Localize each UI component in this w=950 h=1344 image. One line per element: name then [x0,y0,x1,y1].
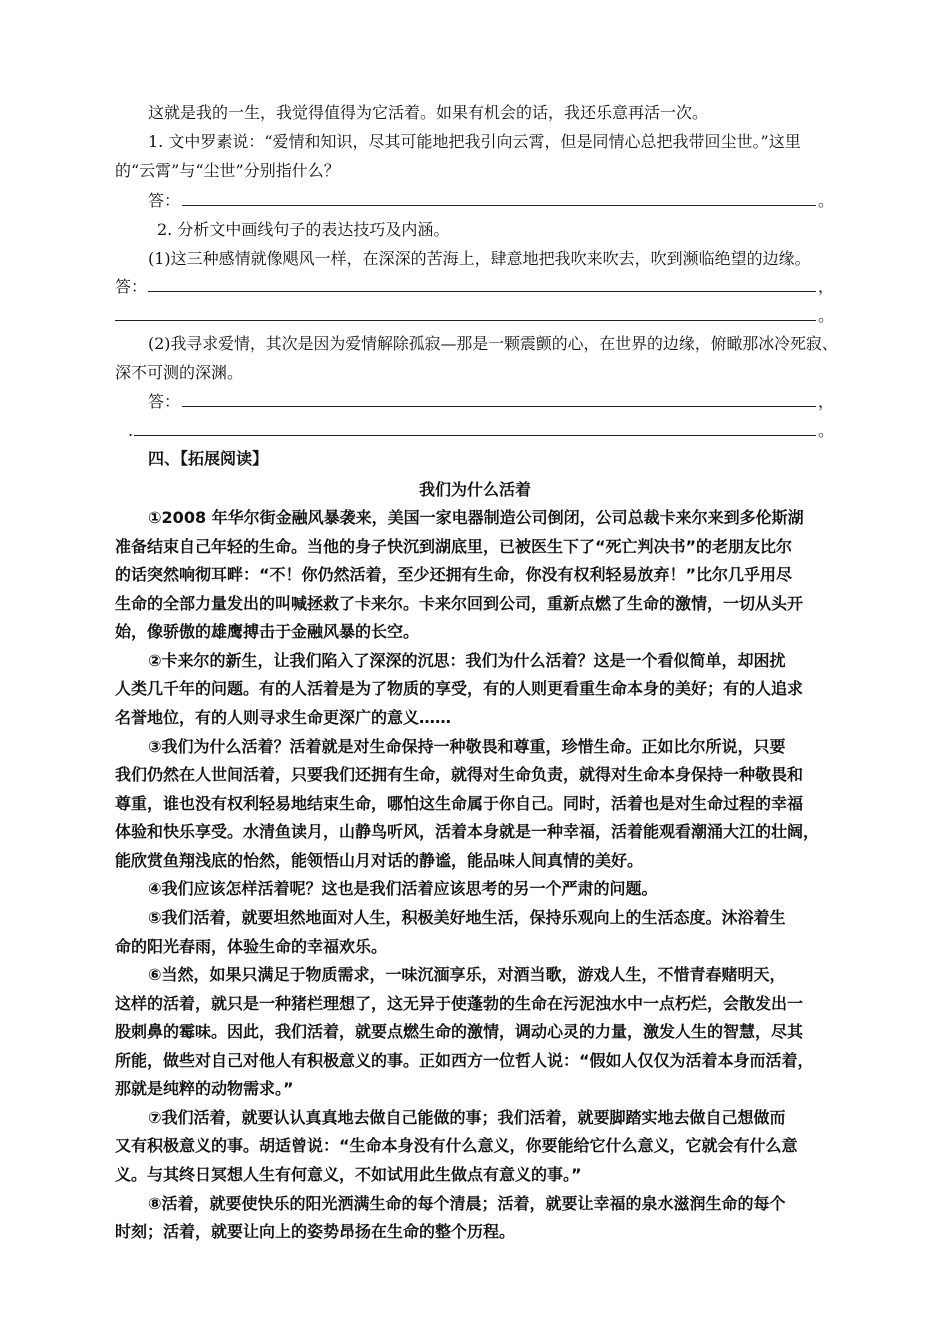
question-2: 2. 分析文中画线句子的表达技巧及内涵。 [157,220,450,239]
answer-period: 。 [818,306,835,325]
article-line: 始，像骄傲的雄鹰搏击于金融风暴的长空。 [115,622,420,641]
article-line: 所能，做些对自己对他人有积极意义的事。正如西方一位哲人说：“假如人仅仅为活着本身而活着， [115,1051,814,1070]
answer-dot: . [128,421,134,440]
article-line: 生命的全部力量发出的叫喊拯救了卡来尔。卡来尔回到公司，重新点燃了生命的激情，一切从头开 [115,594,804,613]
article-line: ⑤我们活着，就要坦然地面对人生，积极美好地生活，保持乐观向上的生活态度。沐浴着生 [148,908,786,927]
answer-line [134,435,816,436]
article-line: 命的阳光春雨，体验生命的幸福欢乐。 [115,937,388,956]
article-line: 股刺鼻的霉味。因此，我们活着，就要点燃生命的激情，调动心灵的力量，激发人生的智慧，尽其 [115,1022,804,1041]
article-line: 又有积极意义的事。胡适曾说：“生命本身没有什么意义，你要能给它什么意义，它就会有什么意 [115,1136,798,1155]
answer-line [115,320,816,321]
article-title: 我们为什么活着 [418,480,531,499]
article-line: 准备结束自己年轻的生命。当他的身子快沉到湖底里，已被医生下了“死亡判决书”的老朋友比尔 [115,537,793,556]
article-line: 名誉地位，有的人则寻求生命更深广的意义…… [115,708,452,727]
article-line: 时刻；活着，就要让向上的姿势昂扬在生命的整个历程。 [115,1222,516,1241]
answer-period: 。 [818,421,835,440]
answer-line [182,205,816,206]
article-line: ⑧活着，就要使快乐的阳光洒满生命的每个清晨；活着，就要让幸福的泉水滋润生命的每个 [148,1194,786,1213]
question-2-2: (2)我寻求爱情，其次是因为爱情解除孤寂—那是一颗震颤的心，在世界的边缘，俯瞰那冰冷死寂、 [148,334,838,353]
question-1-continued: 的“云霄”与“尘世”分别指什么？ [115,161,340,180]
question-2-2-continued: 深不可测的深渊。 [115,363,244,382]
answer-label: 答： [115,277,148,296]
question-1: 1. 文中罗素说：“爱情和知识，尽其可能地把我引向云霄，但是同情心总把我带回尘世。”这里 [148,132,801,151]
article-line: 尊重，谁也没有权利轻易地结束生命，哪怕这生命属于你自己。同时，活着也是对生命过程的幸福 [115,794,804,813]
article-line: 这样的活着，就只是一种猪栏理想了，这无异于使蓬勃的生命在污泥浊水中一点朽烂，会散发出一 [115,994,804,1013]
section-heading: 四、【拓展阅读】 [148,449,269,468]
question-2-1: (1)这三种感情就像飓风一样，在深深的苦海上，肆意地把我吹来吹去，吹到濒临绝望的边缘。 [148,249,811,268]
answer-line [148,291,816,292]
article-line: 体验和快乐享受。水清鱼读月，山静鸟听风，活着本身就是一种幸福，活着能观看潮涌大江的壮阔， [115,822,820,841]
article-line: ④我们应该怎样活着呢？这也是我们活着应该思考的另一个严肃的问题。 [148,879,658,898]
article-line: 义。与其终日冥想人生有何意义，不如试用此生做点有意义的事。” [115,1165,582,1184]
answer-comma: ， [818,392,835,411]
answer-label: 答： [148,392,181,411]
article-line: ⑦我们活着，就要认认真真地去做自己能做的事；我们活着，就要脚踏实地去做自己想做而 [148,1108,786,1127]
article-line: ①2008 年华尔街金融风暴袭来，美国一家电器制造公司倒闭，公司总裁卡来尔来到多伦斯湖 [148,508,804,527]
article-line: ③我们为什么活着？活着就是对生命保持一种敬畏和尊重，珍惜生命。正如比尔所说，只要 [148,737,786,756]
answer-label: 答： [148,191,181,210]
article-line: ⑥当然，如果只满足于物质需求，一味沉湎享乐，对酒当歌，游戏人生，不惜青春赌明天， [148,965,786,984]
text-line: 这就是我的一生，我觉得值得为它活着。如果有机会的话，我还乐意再活一次。 [148,103,709,122]
answer-comma: ， [818,277,835,296]
article-line: 人类几千年的问题。有的人活着是为了物质的享受，有的人则更看重生命本身的美好；有的人追求 [115,679,804,698]
answer-period: 。 [818,191,835,210]
answer-line [182,406,816,407]
article-line: 我们仍然在人世间活着，只要我们还拥有生命，就得对生命负责，就得对生命本身保持一种敬畏和 [115,765,804,784]
article-line: 能欣赏鱼翔浅底的怡然，能领悟山月对话的静谧，能品味人间真情的美好。 [115,851,644,870]
article-line: ②卡来尔的新生，让我们陷入了深深的沉思：我们为什么活着？这是一个看似简单，却困扰 [148,651,786,670]
article-line: 的话突然响彻耳畔：“不！你仍然活着，至少还拥有生命，你没有权利轻易放弃！”比尔几乎用尽 [115,565,793,584]
article-line: 那就是纯粹的动物需求。” [115,1079,294,1098]
